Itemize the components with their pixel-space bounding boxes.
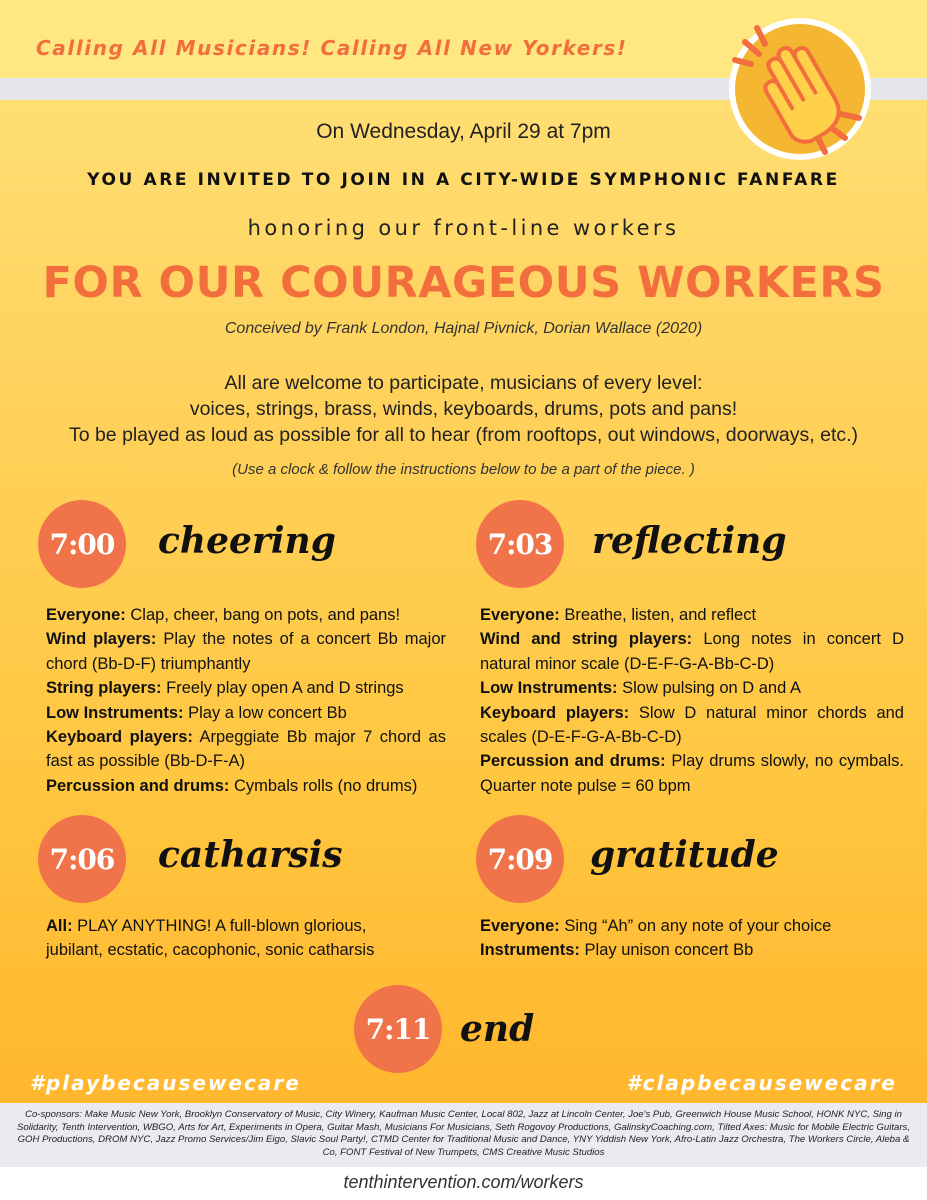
instruction-line: Everyone: Clap, cheer, bang on pots, and pans!: [46, 606, 401, 624]
instruction-line: All: PLAY ANYTHING! A full-blown glorious, jubilant, ecstatic, cacophonic, sonic catharsis: [46, 917, 375, 960]
section-title-cheering: cheering: [158, 520, 336, 562]
time-badge-7-03: 7:03: [476, 500, 564, 588]
instruction-line: Percussion and drums: Play drums slowly, no cymbals. Quarter note pulse = 60 bpm: [480, 752, 904, 795]
hashtag-play: #playbecausewecare: [30, 1071, 301, 1095]
instruction-line: Wind and string players: Long notes in concert D natural minor scale (D-E-F-G-A-Bb-C-D): [480, 630, 904, 673]
section-body-cheering: [46, 603, 446, 798]
instruction-line: Everyone: Breathe, listen, and reflect: [480, 606, 757, 624]
page-title: FOR OUR COURAGEOUS WORKERS: [42, 258, 885, 308]
instruction-line: Keyboard players: Arpeggiate Bb major 7 chord as fast as possible (Bb-D-F-A): [46, 728, 446, 771]
instruction-line: String players: Freely play open A and D strings: [46, 679, 404, 698]
instruction-line: Instruments: Play unison concert Bb: [480, 941, 754, 960]
instruction-line: Low Instruments: Slow pulsing on D and A: [480, 679, 801, 698]
welcome-line: voices, strings, brass, winds, keyboards, drums, pots and pans!: [189, 398, 738, 420]
instruction-line: Low Instruments: Play a low concert Bb: [46, 703, 347, 722]
instruction-line: Percussion and drums: Cymbals rolls (no drums): [46, 776, 418, 795]
cosponsors-text: Co-sponsors: Make Music New York, Brooklyn Conservatory of Music, City Winery, Kaufman Music Center, Local 802, Jazz at Lincoln Center, Joe's Pub, Greenwich House Music School, HONK NYC, Sing in Solidarity, Tenth Intervention, WBGO, Arts for Art, Experiments in Opera, Guitar Mash, Musicians For Musicians, Seth Rogovoy Productions, GalinskyCoaching.com, Tilted Axes: Music for Mobile Electric Guitars, GOH Productions, DROM NYC, Jazz Promo Services/Jim Eigo, Slavic Soul Party!, CTMD Center for Traditional Music and Dance, YNY Yiddish New York, Afro-Latin Jazz Orchestra, The Workers Circle, Aleba & Co, FONT Festival of New Trumpets, CMS Creative Music Studios: [17, 1109, 910, 1158]
time-badge-7-06: 7:06: [38, 815, 126, 903]
time-badge-7-09: 7:09: [476, 815, 564, 903]
welcome-line: To be played as loud as possible for all to hear (from rooftops, out windows, doorways, etc.): [68, 424, 859, 446]
tagline: Calling All Musicians! Calling All New Yorkers!: [36, 36, 628, 60]
time-badge-7-00: 7:00: [38, 500, 126, 588]
cosponsors-box: [0, 1103, 927, 1167]
honoring-line: honoring our front-line workers: [247, 216, 680, 240]
instruction-line: Everyone: Sing “Ah” on any note of your choice: [480, 917, 832, 935]
section-title-end: end: [460, 1008, 535, 1050]
footer-link[interactable]: tenthintervention.com/workers: [343, 1172, 584, 1192]
conceived-by: Conceived by Frank London, Hajnal Pivnick, Dorian Wallace (2020): [224, 320, 703, 337]
instruction-line: Keyboard players: Slow D natural minor chords and scales (D-E-F-G-A-Bb-C-D): [480, 703, 904, 747]
hashtag-clap: #clapbecausewecare: [626, 1071, 897, 1095]
invitation-heading: YOU ARE INVITED TO JOIN IN A CITY-WIDE SYMPHONIC FANFARE: [87, 170, 840, 190]
welcome-line: All are welcome to participate, musicians of every level:: [224, 372, 703, 394]
time-badge-7-11: 7:11: [354, 985, 442, 1073]
section-title-gratitude: gratitude: [590, 834, 779, 876]
welcome-text: [0, 370, 927, 448]
instruction-line: Wind players: Play the notes of a concert Bb major chord (Bb-D-F) triumphantly: [46, 630, 446, 673]
clock-note: (Use a clock & follow the instructions below to be a part of the piece. ): [232, 461, 695, 478]
section-body-catharsis: [46, 914, 426, 963]
section-title-reflecting: reflecting: [592, 520, 787, 562]
footer: [0, 1167, 927, 1200]
event-date: On Wednesday, April 29 at 7pm: [316, 120, 611, 143]
section-body-gratitude: [480, 914, 904, 963]
section-title-catharsis: catharsis: [158, 834, 343, 876]
section-body-reflecting: [480, 603, 904, 798]
